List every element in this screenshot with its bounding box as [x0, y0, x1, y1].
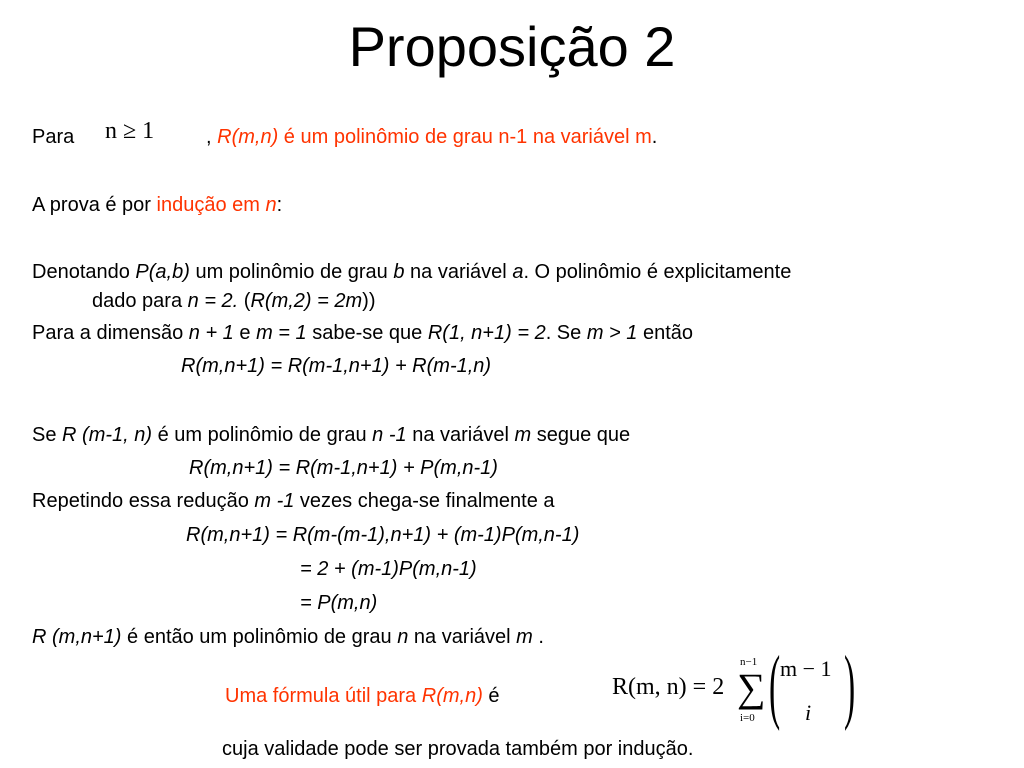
- final-equation-step2: = 2 + (m-1)P(m,n-1): [300, 558, 477, 580]
- dimension-line: Para a dimensão n + 1 e m = 1 sabe-se que R(1, n+1) = 2. Se m > 1 então: [32, 322, 694, 344]
- final-equation-step3: = P(m,n): [300, 592, 378, 614]
- recurrence-equation: R(m,n+1) = R(m-1,n+1) + R(m-1,n): [181, 355, 492, 377]
- sum-upper-limit: n−1: [740, 656, 758, 668]
- binomial-top: m − 1: [780, 656, 832, 681]
- conclusion-line: R (m,n+1) é então um polinômio de grau n na variável m .: [32, 626, 544, 648]
- para-label: Para: [32, 126, 75, 148]
- denotation-line: Denotando P(a,b) um polinômio de grau b na variável a. O polinômio é explicitamente: [32, 261, 792, 283]
- sum-lower-limit: i=0: [740, 712, 755, 724]
- summation-symbol: ∑: [737, 665, 766, 710]
- summation-formula: [612, 639, 862, 732]
- line1-text: , R(m,n) é um polinômio de grau n-1 na variável m.: [206, 126, 658, 148]
- formula-lhs: R(m, n) = 2: [612, 674, 725, 700]
- repeat-line: Repetindo essa redução m -1 vezes chega-se finalmente a: [32, 490, 555, 512]
- binomial-left-paren: (: [769, 639, 781, 732]
- binomial-right-paren: ): [844, 639, 856, 732]
- proof-intro: A prova é por indução em n:: [32, 194, 283, 216]
- page-title: Proposição 2: [348, 15, 676, 78]
- useful-formula-line: Uma fórmula útil para R(m,n) é: [225, 685, 500, 707]
- denotation-line-cont: dado para n = 2. (R(m,2) = 2m)): [92, 290, 376, 312]
- final-equation: R(m,n+1) = R(m-(m-1),n+1) + (m-1)P(m,n-1): [186, 524, 580, 546]
- induction-line: Se R (m-1, n) é um polinômio de grau n -1 na variável m segue que: [32, 424, 631, 446]
- validity-note: cuja validade pode ser provada também por indução.: [222, 738, 694, 760]
- reduced-equation: R(m,n+1) = R(m-1,n+1) + P(m,n-1): [189, 457, 498, 479]
- condition-formula: n ≥ 1: [105, 118, 155, 144]
- binomial-bottom: i: [805, 700, 812, 725]
